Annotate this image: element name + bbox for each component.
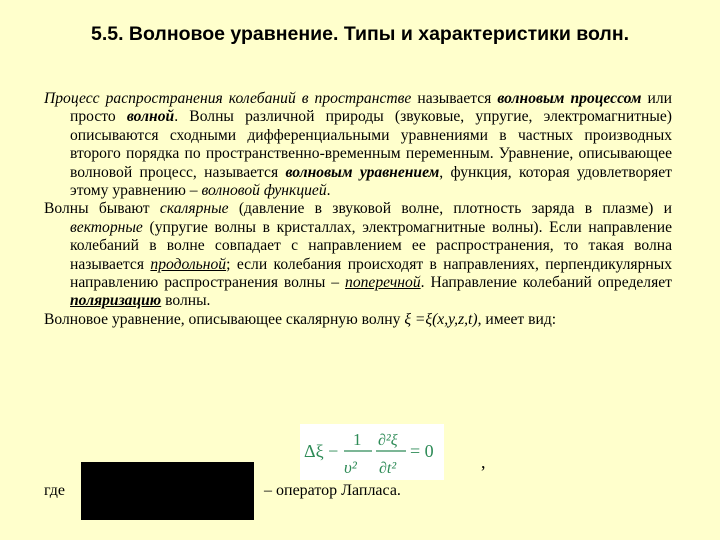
formula-numerator-one: 1 xyxy=(353,430,362,449)
laplace-description: – оператор Лапласа. xyxy=(264,482,401,499)
term-wave-process: волновым процессом xyxy=(497,90,642,107)
formula-partial-numerator: ∂²ξ xyxy=(378,432,398,449)
term-wave-function: волновой функцией xyxy=(201,182,327,200)
where-label: где xyxy=(44,482,66,499)
wave-equation-formula xyxy=(300,424,444,480)
paragraph-scalar-wave-eq: Волновое уравнение, описывающее скалярную волну ξ =ξ(x,y,z,t), имеет вид: xyxy=(44,310,557,328)
term-transverse: поперечной xyxy=(345,274,421,292)
laplace-operator-image xyxy=(81,462,254,520)
slide-title: 5.5. Волновое уравнение. Типы и характеристики волн. xyxy=(90,23,630,45)
paragraph-wave-process: Процесс распространения колебаний в пространстве называется волновым процессом или просто волной. Волны различной природы (звуковые, упругие, электромагнитные) описываются сходными дифференциальными уравнениями в частных производных второго порядка по пространственно-временным переменным. Уравнение, описывающее волновой процесс, называется волновым уравнением, функция, которая удовлетворяет этому уравнению – волновой функцией. xyxy=(44,90,672,200)
term-wave-equation: волновым уравнением xyxy=(285,163,440,181)
formula-svg xyxy=(300,424,444,480)
scalar-wave-function: ξ =ξ(x,y,z,t) xyxy=(404,310,478,328)
formula-equals-zero: = 0 xyxy=(410,441,434,461)
term-vector: векторные xyxy=(70,218,143,236)
formula-partial-denominator: ∂t² xyxy=(379,460,397,477)
body-text xyxy=(44,90,672,329)
term-propagation: Процесс распространения колебаний в пространстве xyxy=(44,90,412,107)
formula-trailing-comma: , xyxy=(481,452,486,472)
term-wave: волной xyxy=(126,108,175,126)
term-scalar: скалярные xyxy=(159,200,229,218)
formula-delta-xi: Δξ − xyxy=(304,441,339,461)
term-polarization: поляризацию xyxy=(70,292,162,310)
formula-velocity-squared: υ² xyxy=(344,458,357,477)
paragraph-wave-types: Волны бывают скалярные (давление в звуковой волне, плотность заряда в плазме) и векторные (упругие волны в кристаллах, электромагнитные волны). Если направление колебаний в волне совпадает с направлением ее распространения, то такая волна называется продольной; если колебания происходят в направлениях, перпендикулярных направлению распространения волны – поперечной. Направление колебаний определяет поляризацию волны. xyxy=(44,200,673,310)
term-longitudinal: продольной xyxy=(150,255,227,273)
